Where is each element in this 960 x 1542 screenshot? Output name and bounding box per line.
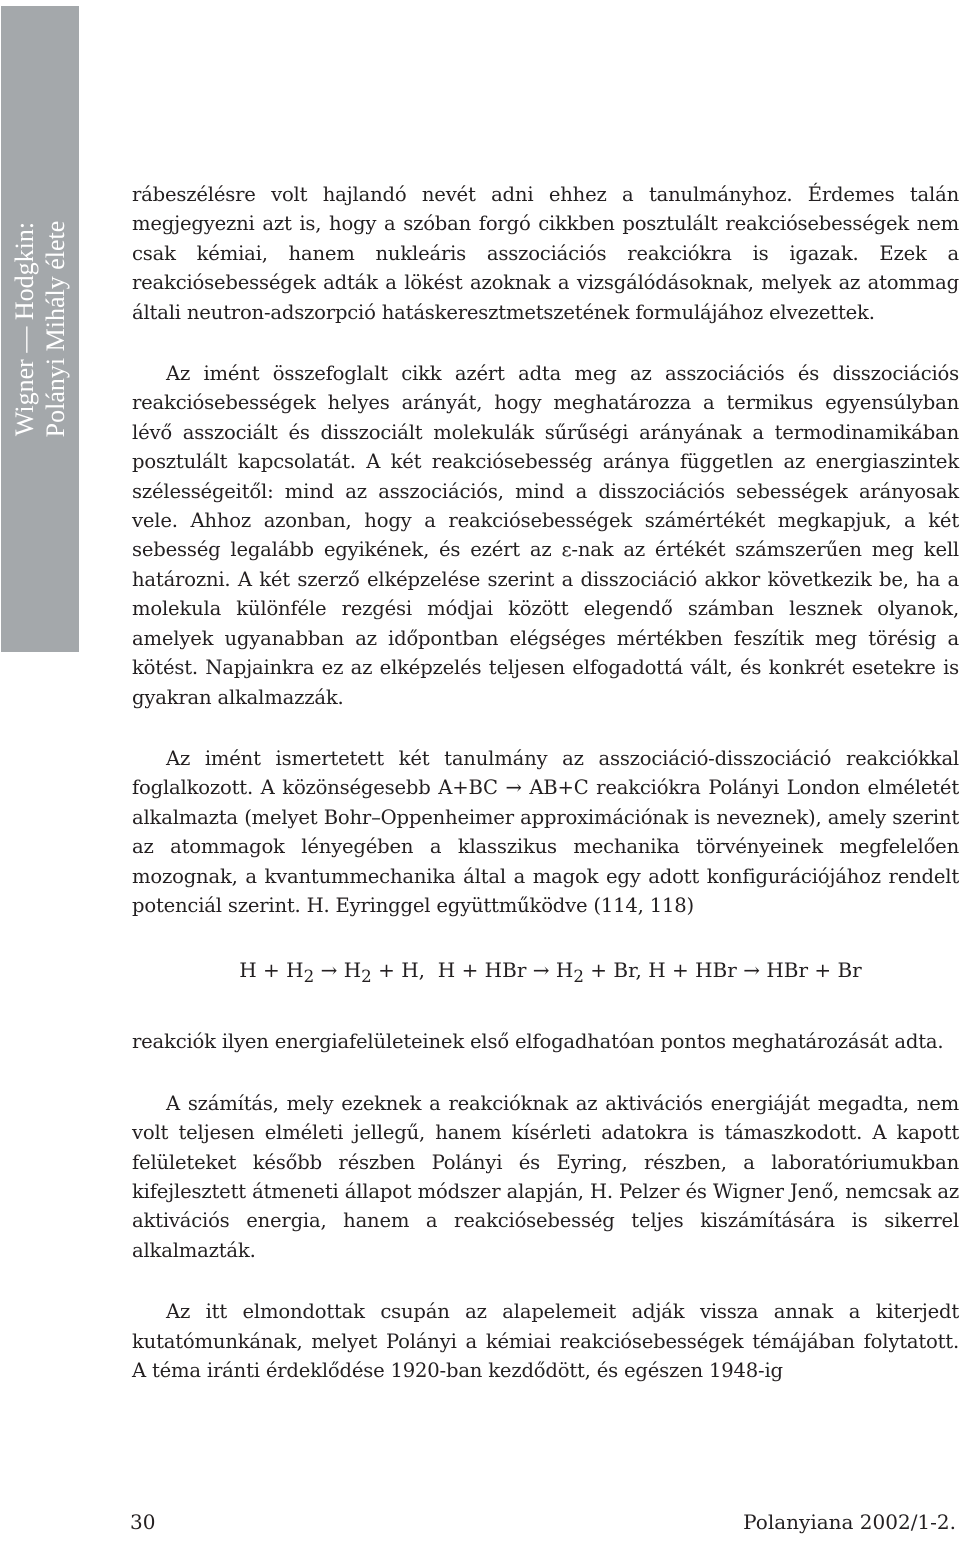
running-head-title: Polányi Mihály élete xyxy=(41,220,70,438)
reaction-2-product-subscript: 2 xyxy=(573,967,584,987)
journal-footer: Polanyiana 2002/1-2. xyxy=(743,1510,956,1534)
paragraph-1: rábeszélésre volt hajlandó nevét adni ehhez a tanulmányhoz. Érdemes talán megjegyezni azt is, hogy a szóban forgó cikkben posztulált reakciósebességek nem csak kémiai, hanem nukleáris asszociációs reakciókra is igazak. Ezek a reakciósebességek adták a lökést azoknak a vizsgálódásoknak, melyek az atommag általi neutron-adszorpció hatáskeresztmetszetének formulájához elvezettek. xyxy=(132,183,959,324)
reaction-1-tail: + H, xyxy=(378,958,426,983)
reaction-1-product-subscript: 2 xyxy=(361,967,372,987)
reaction-1-reactants: H + H xyxy=(239,958,304,983)
reaction-2-reactants: H + HBr xyxy=(437,958,527,983)
paragraph-3: Az imént ismertetett két tanulmány az asszociáció-disszociáció reakciókkal foglalkozott. A közönségesebb A+BC → AB+C reakciókra Polányi London elméletét alkalmazta (melyet Bohr–Oppenheimer approximációnak is neveznek), amely szerint az atommagok lényegében a klasszikus mechanika törvényeinek megfelelően mozognak, a kvantummechanika által a magok egy adott konfigurációjához rendelt potenciál szerint. H. Eyringgel együttműködve (114, 118) xyxy=(132,746,959,917)
paragraph-4: reakciók ilyen energiafelületeinek első elfogadhatóan pontos meghatározását adta. xyxy=(132,1030,944,1054)
running-head-text xyxy=(9,221,71,438)
reaction-1-subscript: 2 xyxy=(303,967,315,987)
arrow-icon: → xyxy=(743,958,760,983)
reaction-2-tail: + Br, xyxy=(590,958,642,983)
paragraph-6: Az itt elmondottak csupán az alapelemeit adják vissza annak a kiterjedt kutatómunkának, melyet Polányi a kémiai reakciósebességek témájában folytatott. A téma iránti érdeklődése 1920-ban kezdődött, és egészen 1948-ig xyxy=(132,1300,959,1382)
arrow-icon: → xyxy=(532,958,550,983)
page-number: 30 xyxy=(130,1510,156,1534)
running-head-authors: Wigner — Hodgkin: xyxy=(10,221,39,437)
reaction-1-product: H xyxy=(343,958,362,983)
arrow-icon: → xyxy=(320,958,338,983)
reaction-3-product: HBr + Br xyxy=(766,958,862,983)
page-body xyxy=(132,180,959,1385)
paragraph-5: A számítás, mely ezeknek a reakcióknak az aktivációs energiáját megadta, nem volt teljesen elméleti jellegű, hanem kísérleti adatokra is támaszkodott. A kapott felületeket később részben Polányi és Eyring, részben, a laboratóriumukban kifejlesztett átmeneti állapot módszer alapján, H. Pelzer és Wigner Jenő, nemcsak az aktivációs energia, hanem a reakciósebesség teljes kiszámítására is sikerrel alkalmazták. xyxy=(132,1091,959,1262)
paragraph-2: Az imént összefoglalt cikk azért adta meg az asszociációs és disszociációs reakciósebességek helyes arányát, hogy meghatározza a termikus egyensúlyban lévő asszociált és disszociált molekulák sűrűségi arányának a termodinamikában posztulált kapcsolatát. A két reakciósebesség aránya független az energiaszintek szélességeitől: mind az asszociációs, mind a disszociációs sebességek arányosak vele. Ahhoz azonban, hogy a reakciósebességek számértékét megkapjuk, a két sebesség legalább egyikének, és ezért az ε-nak az értékét számszerűen meg kell határozni. A két szerző elképzelése szerint a disszociáció akkor következik be, ha a molekula különféle rezgési módjai között elegendő számban lesznek olyanok, amelyek ugyanabban az időpontban elégséges mértékben feszítik meg törésig a kötést. Napjainkra ez az elképzelés teljesen elfogadottá vált, és konkrét esetekre is gyakran alkalmazzák. xyxy=(132,362,959,709)
reaction-equations xyxy=(132,956,959,991)
running-head-sidebar xyxy=(1,6,79,652)
reaction-2-product: H xyxy=(555,958,574,983)
reaction-3-reactants: H + HBr xyxy=(648,958,737,983)
